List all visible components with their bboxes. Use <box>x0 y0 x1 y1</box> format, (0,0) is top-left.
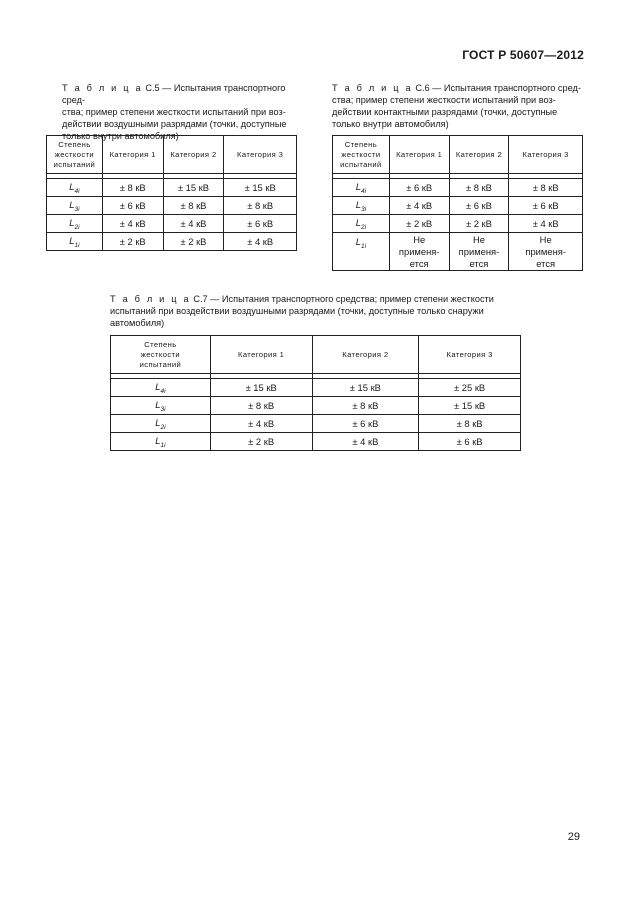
value-cell: ± 6 кВ <box>419 433 521 451</box>
table-c6-header-level: Степень жесткости испытаний <box>333 136 390 174</box>
page-number: 29 <box>567 831 580 843</box>
value-cell: ± 15 кВ <box>224 179 297 197</box>
table-c7-caption-label: Т а б л и ц а <box>110 294 191 304</box>
value-cell: ± 4 кВ <box>163 215 224 233</box>
value-cell: ± 6 кВ <box>224 215 297 233</box>
value-cell: ± 2 кВ <box>389 215 449 233</box>
table-row <box>333 215 583 233</box>
table-c7-caption <box>110 293 530 329</box>
level-cell: $L_{2i}$ <box>47 215 103 233</box>
value-cell: ± 25 кВ <box>419 379 521 397</box>
value-cell: ± 4 кВ <box>509 215 583 233</box>
level-cell: $L_{2i}$ <box>333 215 390 233</box>
table-c7-caption-line-1: С.7 — Испытания транспортного средства; пример степени жесткости <box>193 294 494 304</box>
table-c5 <box>46 135 297 251</box>
value-cell: ± 8 кВ <box>210 397 312 415</box>
value-cell: ± 4 кВ <box>312 433 419 451</box>
not-applicable-cell: Не применя- ется <box>509 233 583 271</box>
table-c7 <box>110 335 521 451</box>
table-c6 <box>332 135 583 271</box>
table-row <box>111 433 521 451</box>
value-cell: ± 2 кВ <box>210 433 312 451</box>
value-cell: ± 4 кВ <box>389 197 449 215</box>
level-cell: $L_{3i}$ <box>47 197 103 215</box>
level-cell: $L_{4i}$ <box>47 179 103 197</box>
table-c5-caption-line-2: ства; пример степени жесткости испытаний при воз- <box>62 107 286 117</box>
value-cell: ± 8 кВ <box>419 415 521 433</box>
value-cell: ± 8 кВ <box>509 179 583 197</box>
level-cell: $L_{1i}$ <box>47 233 103 251</box>
table-row <box>47 197 297 215</box>
table-c5-caption <box>62 82 302 142</box>
table-c6-caption-line-3: действии контактными разрядами (точки, доступные <box>332 107 558 117</box>
value-cell: ± 4 кВ <box>224 233 297 251</box>
table-c5-header-level: Степень жесткости испытаний <box>47 136 103 174</box>
table-c7-header-level: Степень жесткости испытаний <box>111 336 211 374</box>
value-cell: ± 8 кВ <box>163 197 224 215</box>
table-c6-header-cat2: Категория 2 <box>449 136 509 174</box>
table-c5-header-cat1: Категория 1 <box>102 136 163 174</box>
table-c5-header-cat2: Категория 2 <box>163 136 224 174</box>
table-row <box>111 397 521 415</box>
value-cell: ± 6 кВ <box>102 197 163 215</box>
table-c7-caption-line-2: испытаний при воздействии воздушными разрядами (точки, доступные только снаружи <box>110 306 484 316</box>
value-cell: ± 2 кВ <box>102 233 163 251</box>
value-cell: ± 6 кВ <box>509 197 583 215</box>
table-c5-caption-line-3: действии воздушными разрядами (точки, доступные <box>62 119 287 129</box>
table-c6-caption-line-2: ства; пример степени жесткости испытаний при воз- <box>332 95 556 105</box>
level-cell: $L_{4i}$ <box>333 179 390 197</box>
table-row <box>47 215 297 233</box>
value-cell: ± 2 кВ <box>163 233 224 251</box>
table-row <box>333 233 583 271</box>
table-row <box>47 233 297 251</box>
table-c6-header-cat1: Категория 1 <box>389 136 449 174</box>
table-c6-caption <box>332 82 582 130</box>
table-c6-header-cat3: Категория 3 <box>509 136 583 174</box>
table-c6-caption-label: Т а б л и ц а <box>332 83 413 93</box>
value-cell: ± 4 кВ <box>210 415 312 433</box>
table-c7-header-cat2: Категория 2 <box>312 336 419 374</box>
table-c5-caption-line-4: только внутри автомобиля) <box>62 131 179 141</box>
value-cell: ± 15 кВ <box>419 397 521 415</box>
value-cell: ± 6 кВ <box>449 197 509 215</box>
value-cell: ± 6 кВ <box>389 179 449 197</box>
table-row <box>111 379 521 397</box>
table-row <box>47 179 297 197</box>
table-c6-caption-line-4: только внутри автомобиля) <box>332 119 449 129</box>
table-c7-caption-line-3: автомобиля) <box>110 318 165 328</box>
document-header: ГОСТ Р 50607—2012 <box>462 48 584 62</box>
value-cell: ± 4 кВ <box>102 215 163 233</box>
value-cell: ± 15 кВ <box>163 179 224 197</box>
table-c7-header-cat1: Категория 1 <box>210 336 312 374</box>
value-cell: ± 15 кВ <box>312 379 419 397</box>
table-c7-header-cat3: Категория 3 <box>419 336 521 374</box>
value-cell: ± 8 кВ <box>312 397 419 415</box>
value-cell: ± 8 кВ <box>102 179 163 197</box>
not-applicable-cell: Не применя- ется <box>449 233 509 271</box>
level-cell: $L_{1i}$ <box>333 233 390 271</box>
level-cell: $L_{3i}$ <box>333 197 390 215</box>
value-cell: ± 2 кВ <box>449 215 509 233</box>
table-c5-caption-line-1: С.5 — Испытания транспортного сред- <box>62 83 286 105</box>
value-cell: ± 15 кВ <box>210 379 312 397</box>
level-cell: $L_{1i}$ <box>111 433 211 451</box>
value-cell: ± 8 кВ <box>449 179 509 197</box>
level-cell: $L_{3i}$ <box>111 397 211 415</box>
table-c5-header-cat3: Категория 3 <box>224 136 297 174</box>
table-c5-caption-label: Т а б л и ц а <box>62 83 143 93</box>
table-c6-caption-line-1: С.6 — Испытания транспортного сред- <box>415 83 581 93</box>
not-applicable-cell: Не применя- ется <box>389 233 449 271</box>
value-cell: ± 8 кВ <box>224 197 297 215</box>
table-row <box>333 197 583 215</box>
level-cell: $L_{2i}$ <box>111 415 211 433</box>
table-row <box>333 179 583 197</box>
level-cell: $L_{4i}$ <box>111 379 211 397</box>
table-row <box>111 415 521 433</box>
value-cell: ± 6 кВ <box>312 415 419 433</box>
